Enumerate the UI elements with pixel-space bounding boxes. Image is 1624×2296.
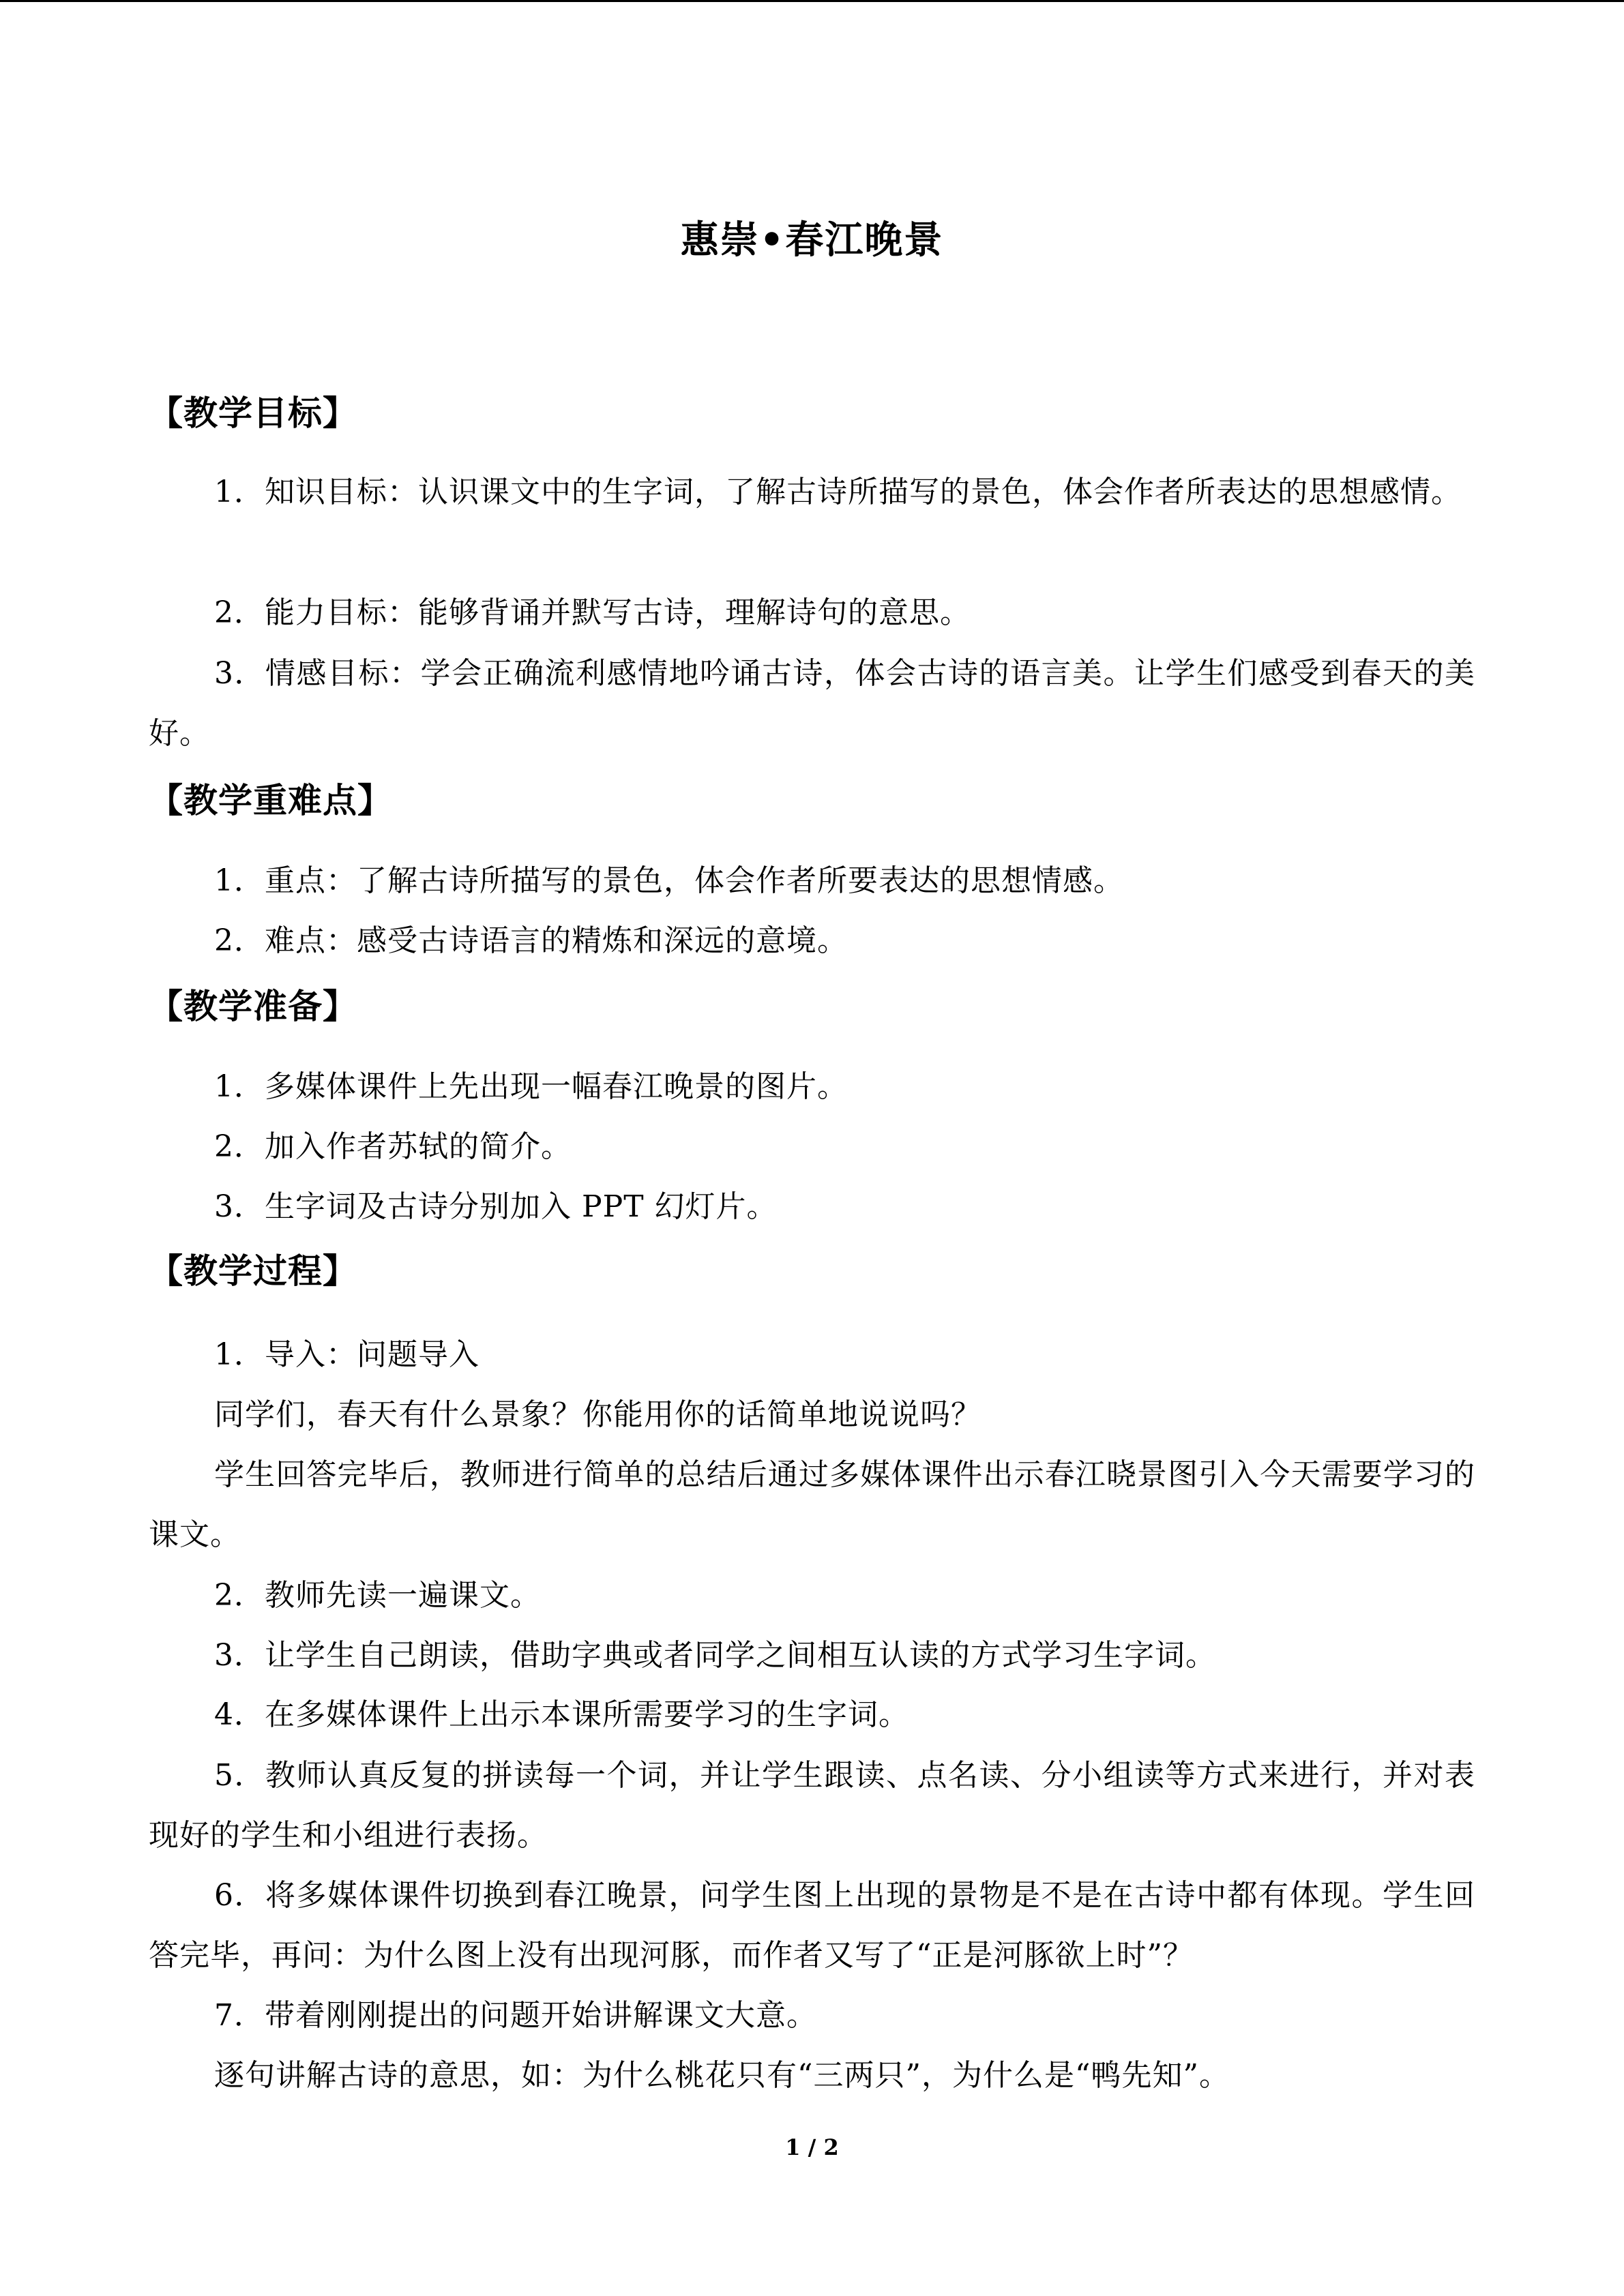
process-paragraph: 同学们，春天有什么景象？你能用你的话简单地说说吗？ — [214, 1397, 981, 1432]
objective-paragraph: 3．情感目标：学会正确流利感情地吟诵古诗，体会古诗的语言美。让学生们感受到春天的美好。 — [149, 656, 1475, 751]
section-heading-preparation: 【教学准备】 — [149, 987, 357, 1026]
preparation-paragraph: 2．加入作者苏轼的简介。 — [214, 1129, 572, 1164]
objective-paragraph: 1．知识目标：认识课文中的生字词，了解古诗所描写的景色，体会作者所表达的思想感情。 — [214, 475, 1462, 509]
key-point-paragraph: 1．重点：了解古诗所描写的景色，体会作者所要表达的思想情感。 — [214, 863, 1124, 898]
process-paragraph: 6．将多媒体课件切换到春江晚景，问学生图上出现的景物是不是在古诗中都有体现。学生回答完毕，再问：为什么图上没有出现河豚，而作者又写了“正是河豚欲上时”？ — [149, 1878, 1475, 1973]
section-heading-key-points: 【教学重难点】 — [149, 781, 392, 820]
key-point-paragraph: 2．难点：感受古诗语言的精炼和深远的意境。 — [214, 923, 848, 958]
process-paragraph: 3．让学生自己朗读，借助字典或者同学之间相互认读的方式学习生字词。 — [214, 1638, 1216, 1673]
process-paragraph: 7．带着刚刚提出的问题开始讲解课文大意。 — [214, 1998, 817, 2033]
process-paragraph: 学生回答完毕后，教师进行简单的总结后通过多媒体课件出示春江晓景图引入今天需要学习的课文。 — [149, 1457, 1475, 1552]
objective-paragraph: 2．能力目标：能够背诵并默写古诗，理解诗句的意思。 — [214, 595, 971, 630]
page-number: 1 / 2 — [785, 2134, 839, 2160]
section-heading-objectives: 【教学目标】 — [149, 393, 357, 433]
process-paragraph: 逐句讲解古诗的意思，如：为什么桃花只有“三两只”，为什么是“鸭先知”。 — [214, 2058, 1230, 2093]
document-title: 惠崇•春江晚景 — [680, 218, 944, 263]
section-heading-process: 【教学过程】 — [149, 1251, 357, 1291]
process-paragraph: 5．教师认真反复的拼读每一个词，并让学生跟读、点名读、分小组读等方式来进行，并对表现好的学生和小组进行表扬。 — [149, 1758, 1475, 1853]
top-border-rule — [0, 0, 1624, 2]
process-paragraph: 2．教师先读一遍课文。 — [214, 1578, 541, 1613]
preparation-paragraph: 1．多媒体课件上先出现一幅春江晚景的图片。 — [214, 1069, 848, 1104]
process-paragraph: 1．导入：问题导入 — [214, 1337, 479, 1372]
preparation-paragraph: 3．生字词及古诗分别加入 PPT 幻灯片。 — [214, 1189, 778, 1224]
process-paragraph: 4．在多媒体课件上出示本课所需要学习的生字词。 — [214, 1697, 909, 1732]
